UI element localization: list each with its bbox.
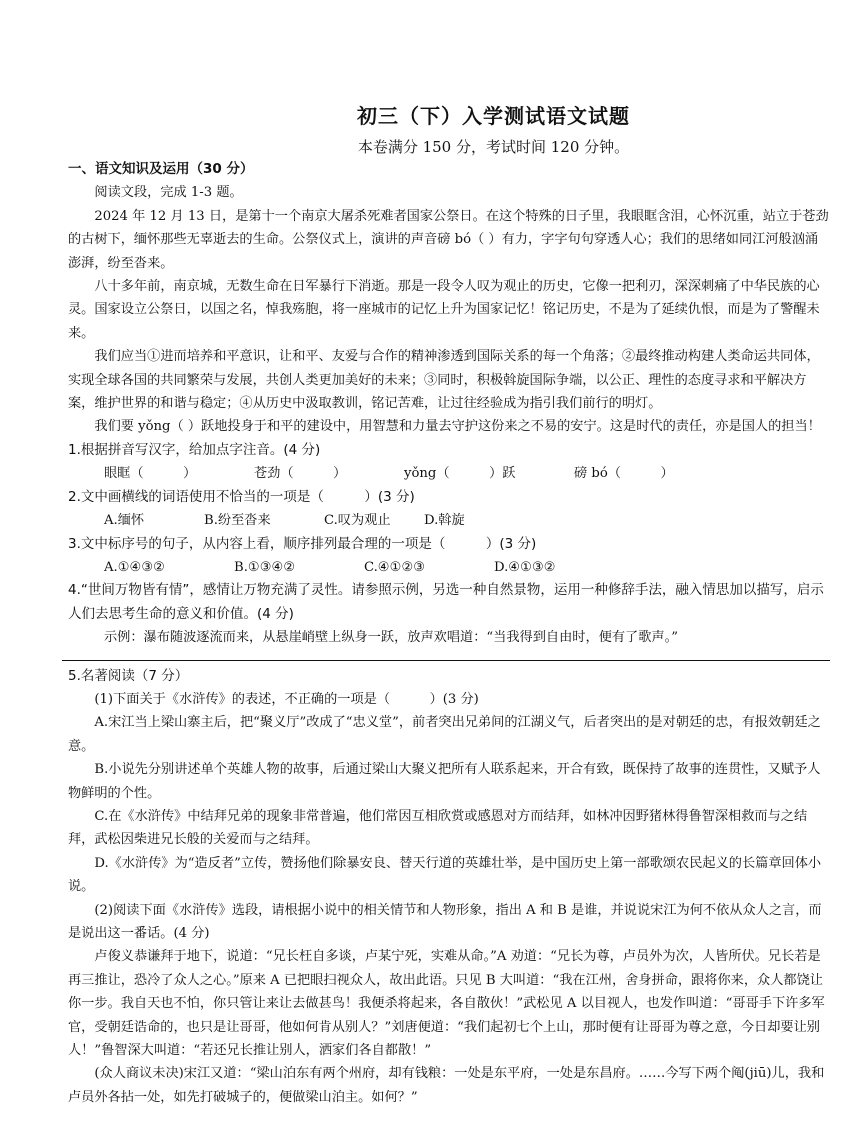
option-d[interactable]: D.④①③② [494, 559, 556, 575]
section-heading: 一、语文知识及运用（30 分） [68, 161, 254, 177]
excerpt-paragraph-1: 卢俊义恭谦拜于地下，说道：“兄长枉自多谈，卢某宁死，实难从命。”A 劝道：“兄长为尊，卢员外为次，人皆所伏。兄长若是再三推让，恐冷了众人之心。”原来 A 已把眼扫视众人，故出此语。只见 B 大叫道：“我在江州，舍身拼命，跟将你来，众人都饶让你一步。我自天也不怕，你只管让来让去做甚鸟！我便杀将起来，各自散伙！”武松见 A 以目视人，也发作叫道：“哥哥手下许多军官，受朝廷诰命的，也只是让哥哥，他如何肯从别人？”刘唐便道：“我们起初七个上山，那时便有让哥哥为尊之意，今日却要让别人！”鲁智深大叫道：“若还兄长推让别人，洒家们各自都散！” [68, 949, 825, 1059]
question-4-example: 示例：瀑布随波逐流而来，从悬崖峭壁上纵身一跃，放声欢唱道：“当我得到自由时，便有了歌声。” [104, 630, 678, 646]
question-2-options [68, 509, 830, 532]
page-subtitle: 本卷满分 150 分，考试时间 120 分钟。 [357, 138, 630, 156]
question-4: 4.“世间万物皆有情”，感情让万物充满了灵性。请参照示例，另选一种自然景物，运用一种修辞手法，融入情思加以描写，启示人们去思考生命的意义和价值。(4 分) [68, 582, 824, 622]
excerpt-paragraph-2: (众人商议未决)宋江又道：“梁山泊东有两个州府，却有钱粮：一处是东平府，一处是东昌府。……今写下两个阄(jiū)儿，我和卢员外各拈一处，如先打破城子的，便做梁山泊主。如何？” [68, 1066, 825, 1105]
option-a[interactable]: A.缅怀 [104, 513, 145, 529]
passage-paragraph-4: 我们要 yǒng（ ）跃地投身于和平的建设中，用智慧和力量去守护这份来之不易的安宁。这是时代的责任，亦是国人的担当！ [94, 419, 821, 435]
question-3: 3.文中标序号的句子，从内容上看，顺序排列最合理的一项是（ ）(3 分) [68, 535, 537, 552]
option-b[interactable]: B.①③④② [234, 559, 296, 575]
section-divider [62, 660, 830, 661]
blank-3[interactable]: yǒng（ ）跃 [404, 466, 516, 482]
passage-paragraph-3: 我们应当①进而培养和平意识，让和平、友爱与合作的精神渗透到国际关系的每一个角落；②最终推动构建人类命运共同体，实现全球各国的共同繁荣与发展，共创人类更加美好的未来；③同时，积极斡旋国际争端，以公正、理性的态度寻求和平解决方案，维护世界的和谐与稳定；④从历史中汲取教训，铭记苦难，让过往经验成为指引我们前行的明灯。 [68, 349, 820, 412]
blank-2[interactable]: 苍劲（ ） [254, 466, 347, 482]
question-5-option-b[interactable]: B.小说先分别讲述单个英雄人物的故事，后通过梁山大聚义把所有人联系起来，开合有致，既保持了故事的连贯性，又赋予人物鲜明的个性。 [68, 762, 821, 801]
passage-paragraph-1: 2024 年 12 月 13 日，是第十一个南京大屠杀死难者国家公祭日。在这个特殊的日子里，我眼眶含泪，心怀沉重，站立于苍劲的古树下，缅怀那些无辜逝去的生命。公祭仪式上，演讲的声音磅 bó（ ）有力，字字句句穿透人心；我们的思绪如同江河般汹涌澎湃，纷至沓来。 [68, 208, 829, 271]
question-1: 1.根据拼音写汉字，给加点字注音。(4 分) [68, 441, 321, 458]
question-5-sub-2: (2)阅读下面《水浒传》选段，请根据小说中的相关情节和人物形象，指出 A 和 B 是谁，并说说宋江为何不依从众人之言，而是说出这一番话。(4 分) [68, 902, 822, 941]
blank-4[interactable]: 磅 bó（ ） [574, 466, 674, 482]
option-b[interactable]: B.纷至沓来 [204, 513, 271, 529]
question-1-blanks [68, 462, 830, 485]
question-5-heading: 5.名著阅读（7 分） [68, 667, 189, 684]
passage-paragraph-2: 八十多年前，南京城，无数生命在日军暴行下消逝。那是一段令人叹为观止的历史，它像一把利刃，深深刺痛了中华民族的心灵。国家设立公祭日，以国之名，悼我殇胞，将一座城市的记忆上升为国家记忆！铭记历史，不是为了延续仇恨，而是为了警醒未来。 [68, 279, 820, 341]
option-c[interactable]: C.④①②③ [364, 559, 426, 575]
question-5-option-a[interactable]: A.宋江当上梁山寨主后，把“聚义厅”改成了“忠义堂”，前者突出兄弟间的江湖义气，后者突出的是对朝廷的忠，有报效朝廷之意。 [68, 715, 821, 754]
option-c[interactable]: C.叹为观止 [324, 513, 391, 529]
option-a[interactable]: A.①④③② [104, 559, 166, 575]
question-2: 2.文中画横线的词语使用不恰当的一项是（ ）(3 分) [68, 488, 415, 505]
section-instruction: 阅读文段，完成 1-3 题。 [94, 185, 243, 201]
question-3-options [68, 556, 830, 579]
question-5-sub-1: (1)下面关于《水浒传》的表述，不正确的一项是（ ）(3 分) [94, 691, 479, 707]
option-d[interactable]: D.斡旋 [424, 513, 465, 529]
page-title: 初三（下）入学测试语文试题 [357, 104, 630, 128]
question-5-option-d[interactable]: D.《水浒传》为“造反者”立传，赞扬他们除暴安良、替天行道的英雄壮举，是中国历史上第一部歌颂农民起义的长篇章回体小说。 [68, 855, 822, 895]
question-5-option-c[interactable]: C.在《水浒传》中结拜兄弟的现象非常普遍，他们常因互相欣赏或感恩对方而结拜，如林冲因野猪林得鲁智深相救而与之结拜，武松因柴进兄长般的关爱而与之结拜。 [68, 808, 808, 848]
exam-content [68, 158, 830, 1109]
blank-1[interactable]: 眼眶（ ） [104, 466, 197, 482]
